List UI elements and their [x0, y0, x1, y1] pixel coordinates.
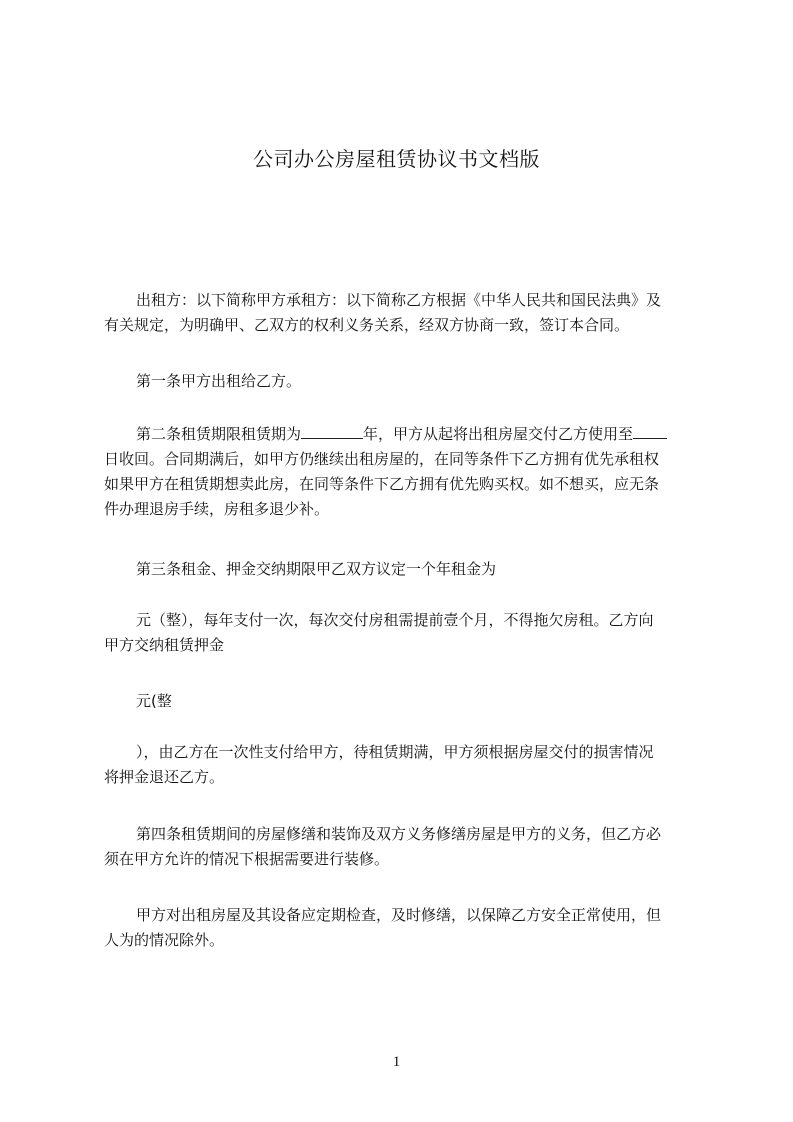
paragraph-deposit-return	[104, 740, 704, 790]
article-2-text-a: 第二条租赁期限租赁期为	[136, 425, 302, 443]
paragraph-article-2	[104, 422, 704, 522]
paragraph-line: 元(整	[136, 692, 172, 710]
paragraph-line: 甲方交纳租赁押金	[104, 636, 225, 654]
paragraph-line: 第三条租金、押金交纳期限甲乙双方议定一个年租金为	[136, 560, 497, 578]
paragraph-line: 第四条租赁期间的房屋修缮和装饰及双方义务修缮房屋是甲方的义务，但乙方必	[136, 825, 662, 843]
paragraph-article-1	[104, 369, 704, 394]
paragraph-article-3	[104, 557, 704, 582]
end-date-blank	[633, 423, 667, 439]
paragraph-maintenance	[104, 903, 704, 953]
paragraph-line: 须在甲方允许的情况下根据需要进行装修。	[104, 850, 390, 868]
page-number: 1	[392, 1054, 401, 1070]
paragraph-article-4	[104, 822, 704, 872]
paragraph-line: 有关规定，为明确甲、乙双方的权利义务关系，经双方协商一致，签订本合同。	[104, 316, 630, 334]
paragraph-rent-payment	[104, 608, 704, 658]
paragraph-line: 人为的情况除外。	[104, 931, 225, 949]
paragraph-line: 第一条甲方出租给乙方。	[136, 372, 302, 390]
paragraph-line: ），由乙方在一次性支付给甲方，待租赁期满，甲方须根据房屋交付的损害情况	[136, 743, 654, 761]
paragraph-line: 甲方对出租房屋及其设备应定期检查，及时修缮，以保障乙方安全正常使用，但	[136, 906, 662, 924]
paragraph-line: 如果甲方在租赁期想卖此房，在同等条件下乙方拥有优先购买权。如不想买，应无条	[104, 475, 660, 493]
article-2-text-b: 年，甲方从起将出租房屋交付乙方使用至	[363, 425, 634, 443]
paragraph-deposit-amount	[104, 689, 704, 714]
document-title: 公司办公房屋租赁协议书文档版	[253, 147, 540, 171]
paragraph-line: 出租方：以下简称甲方承租方：以下简称乙方根据《中华人民共和国民法典》及	[136, 291, 662, 309]
paragraph-parties	[104, 288, 704, 338]
paragraph-line: 日收回。合同期满后，如甲方仍继续出租房屋的，在同等条件下乙方拥有优先承租权	[104, 450, 660, 468]
paragraph-line: 元（整），每年支付一次，每次交付房租需提前壹个月，不得拖欠房租。乙方向	[136, 611, 654, 629]
paragraph-line: 将押金退还乙方。	[104, 768, 225, 786]
paragraph-line: 件办理退房手续，房租多退少补。	[104, 500, 330, 518]
paragraph-line	[104, 422, 704, 447]
term-years-blank	[301, 423, 363, 439]
